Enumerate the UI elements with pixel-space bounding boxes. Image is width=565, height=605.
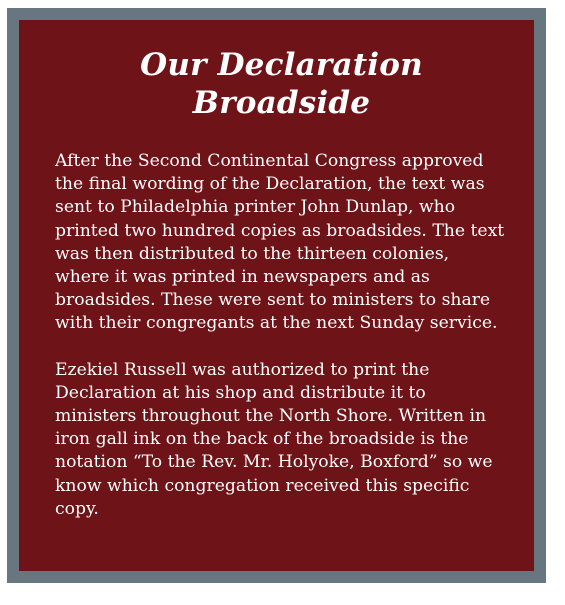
broadside-frame — [7, 8, 546, 583]
body-paragraph-2: Ezekiel Russell was authorized to print the Declaration at his shop and distribute it to ministers throughout the North Shore. Written in iron gall ink on the back of the broadside is the notation “To the Rev. Mr. Holyoke, Boxford” so we know which congregation received this specific copy. — [55, 359, 493, 519]
broadside-panel — [19, 20, 534, 571]
panel-title: Our Declaration Broadside — [140, 47, 423, 121]
panel-body — [55, 150, 508, 521]
body-paragraph-1: After the Second Continental Congress approved the final wording of the Declaration, the text was sent to Philadelphia printer John Dunlap, who printed two hundred copies as broadsides. The text was then distributed to the thirteen colonies, where it was printed in newspapers and as broadsides. These were sent to ministers to share with their congregants at the next Sunday service. — [55, 151, 505, 334]
